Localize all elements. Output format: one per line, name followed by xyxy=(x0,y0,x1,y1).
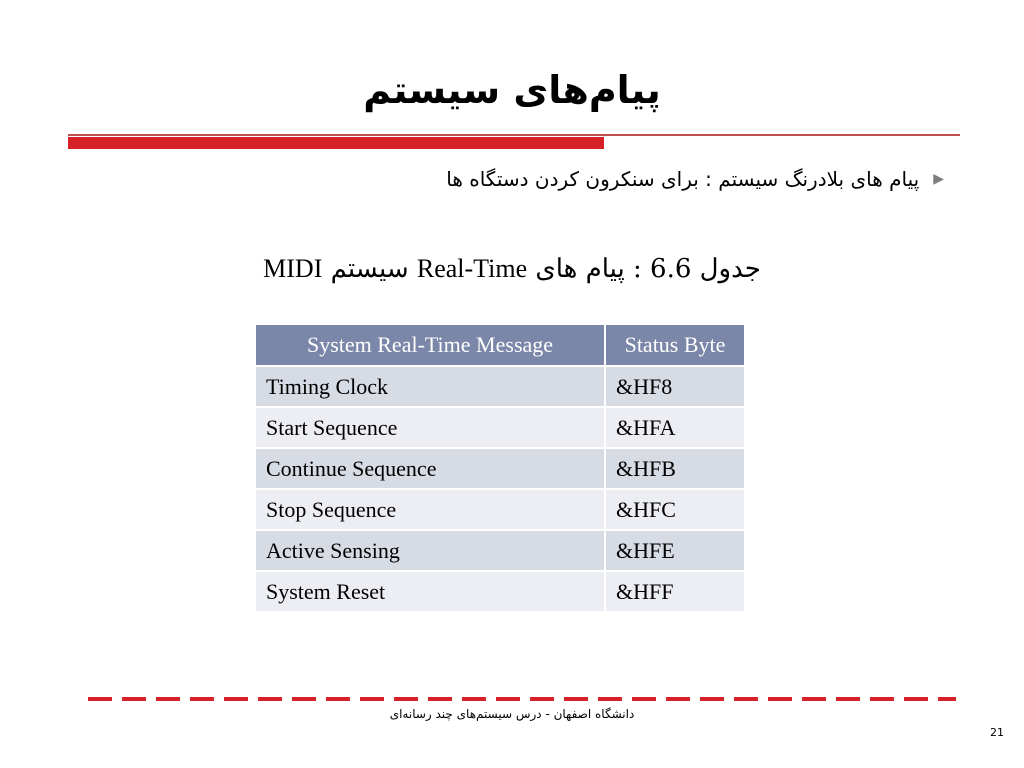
message-cell: Start Sequence xyxy=(256,407,605,448)
caption-part-4: MIDI xyxy=(263,254,323,283)
table-row xyxy=(256,571,744,611)
bullet-text: پیام های بلادرنگ سیستم : برای سنکرون کردن دستگاه ها xyxy=(446,167,920,191)
status-byte-cell: &HFF xyxy=(605,571,744,611)
table-header-row xyxy=(256,325,744,366)
footer-dashed-rule xyxy=(88,697,956,701)
message-cell: Timing Clock xyxy=(256,366,605,407)
realtime-messages-table xyxy=(256,325,744,611)
header-message: System Real-Time Message xyxy=(256,325,605,366)
title-rule-thick xyxy=(68,137,604,149)
caption-part-1: جدول 6.6 : پیام های xyxy=(527,254,761,284)
header-status-byte: Status Byte xyxy=(605,325,744,366)
footer-text: دانشگاه اصفهان - درس سیستم‌های چند رسانه‌ای xyxy=(389,707,635,721)
status-byte-cell: &HF8 xyxy=(605,366,744,407)
message-cell: Active Sensing xyxy=(256,530,605,571)
caption-part-2: Real-Time xyxy=(416,254,528,283)
message-cell: Stop Sequence xyxy=(256,489,605,530)
status-byte-cell: &HFE xyxy=(605,530,744,571)
status-byte-cell: &HFA xyxy=(605,407,744,448)
message-cell: Continue Sequence xyxy=(256,448,605,489)
table-row xyxy=(256,407,744,448)
message-cell: System Reset xyxy=(256,571,605,611)
page-number: 21 xyxy=(990,726,1004,739)
table-row xyxy=(256,530,744,571)
status-byte-cell: &HFC xyxy=(605,489,744,530)
status-byte-cell: &HFB xyxy=(605,448,744,489)
title-rule-thin xyxy=(68,134,960,136)
caption-part-3: سیستم xyxy=(322,254,417,284)
bullet-item xyxy=(446,167,944,191)
triangle-bullet-icon: ▶ xyxy=(933,171,944,187)
slide-title: پیام‌های سیستم xyxy=(363,68,661,112)
table-row xyxy=(256,489,744,530)
table-row xyxy=(256,366,744,407)
table-row xyxy=(256,448,744,489)
table-caption xyxy=(0,254,1024,284)
